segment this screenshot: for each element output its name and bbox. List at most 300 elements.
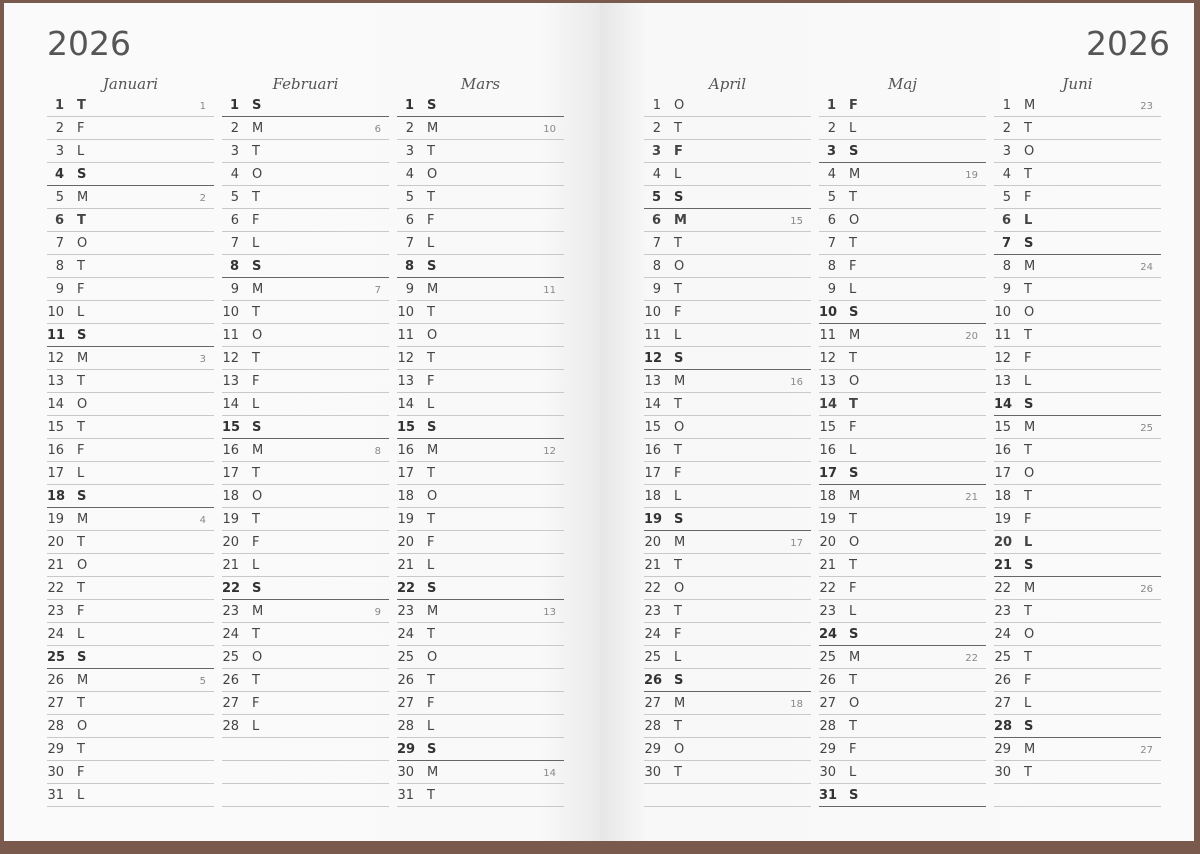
- weekday-letter: T: [674, 443, 682, 458]
- weekday-letter: S: [77, 167, 87, 182]
- day-number: 11: [819, 328, 836, 343]
- weekday-letter: O: [252, 167, 263, 182]
- day-number: 31: [819, 788, 838, 803]
- day-number: 6: [1001, 213, 1011, 228]
- day-number: 20: [47, 535, 64, 550]
- day-row: [994, 324, 1161, 347]
- day-row: [644, 669, 811, 692]
- weekday-letter: O: [427, 489, 438, 504]
- day-number: 16: [222, 443, 239, 458]
- day-number: 10: [819, 305, 838, 320]
- week-number: 26: [1140, 584, 1153, 595]
- day-row: [994, 301, 1161, 324]
- weekday-letter: F: [77, 604, 85, 619]
- day-number: 8: [404, 259, 414, 274]
- day-number: 29: [397, 742, 416, 757]
- day-number: 15: [397, 420, 416, 435]
- day-row: [644, 255, 811, 278]
- weekday-letter: T: [77, 742, 85, 757]
- day-number: 25: [819, 650, 836, 665]
- weekday-letter: O: [77, 558, 88, 573]
- week-number: 19: [965, 170, 978, 181]
- weekday-letter: S: [252, 98, 262, 113]
- day-row: [47, 508, 214, 531]
- week-number: 17: [790, 538, 803, 549]
- week-number: 27: [1140, 745, 1153, 756]
- day-number: 19: [644, 512, 663, 527]
- weekday-letter: T: [849, 190, 857, 205]
- weekday-letter: M: [252, 604, 264, 619]
- weekday-letter: T: [427, 512, 435, 527]
- day-number: 20: [819, 535, 836, 550]
- day-row: [222, 531, 389, 554]
- day-row: [47, 623, 214, 646]
- day-number: 7: [405, 236, 414, 251]
- day-row: [397, 117, 564, 140]
- day-row: [819, 416, 986, 439]
- week-number: 25: [1140, 423, 1153, 434]
- day-row: [397, 301, 564, 324]
- day-row: [397, 623, 564, 646]
- weekday-letter: F: [427, 696, 435, 711]
- weekday-letter: F: [427, 374, 435, 389]
- day-number: 9: [827, 282, 836, 297]
- day-row: [819, 393, 986, 416]
- day-number: 14: [397, 397, 414, 412]
- day-row: [47, 370, 214, 393]
- day-row: [397, 232, 564, 255]
- weekday-letter: M: [674, 213, 687, 228]
- day-number: 27: [397, 696, 414, 711]
- day-number: 22: [47, 581, 64, 596]
- day-number: 24: [644, 627, 661, 642]
- day-number: 10: [994, 305, 1011, 320]
- day-number: 1: [229, 98, 239, 113]
- day-row: [994, 738, 1161, 761]
- day-row: [819, 531, 986, 554]
- day-row: [819, 301, 986, 324]
- day-number: 2: [55, 121, 64, 136]
- weekday-letter: S: [674, 512, 684, 527]
- day-number: 3: [1002, 144, 1011, 159]
- day-row: [644, 278, 811, 301]
- day-row: [644, 324, 811, 347]
- day-number: 19: [47, 512, 64, 527]
- weekday-letter: F: [427, 213, 435, 228]
- day-row: [994, 439, 1161, 462]
- weekday-letter: T: [252, 627, 260, 642]
- day-row: [222, 669, 389, 692]
- day-number: 3: [405, 144, 414, 159]
- day-number: 26: [397, 673, 414, 688]
- day-row: [819, 324, 986, 347]
- weekday-letter: S: [77, 328, 87, 343]
- day-number: 1: [404, 98, 414, 113]
- week-number: 6: [374, 124, 381, 135]
- day-row: [644, 462, 811, 485]
- weekday-letter: O: [674, 420, 685, 435]
- day-number: 20: [397, 535, 414, 550]
- empty-day-row: [994, 784, 1161, 807]
- day-row: [994, 347, 1161, 370]
- weekday-letter: S: [849, 305, 859, 320]
- day-number: 27: [819, 696, 836, 711]
- weekday-letter: T: [674, 236, 682, 251]
- day-row: [644, 738, 811, 761]
- weekday-letter: S: [849, 466, 859, 481]
- day-row: [819, 669, 986, 692]
- day-row: [994, 485, 1161, 508]
- day-number: 11: [397, 328, 414, 343]
- weekday-letter: T: [252, 673, 260, 688]
- day-number: 19: [397, 512, 414, 527]
- day-number: 22: [819, 581, 836, 596]
- day-number: 5: [405, 190, 414, 205]
- weekday-letter: T: [674, 604, 682, 619]
- weekday-letter: T: [252, 351, 260, 366]
- day-row: [994, 232, 1161, 255]
- day-number: 14: [644, 397, 661, 412]
- weekday-letter: F: [252, 374, 260, 389]
- day-row: [222, 94, 389, 117]
- day-row: [397, 278, 564, 301]
- day-row: [819, 715, 986, 738]
- day-number: 27: [994, 696, 1011, 711]
- day-row: [819, 94, 986, 117]
- day-row: [397, 646, 564, 669]
- day-number: 27: [47, 696, 64, 711]
- weekday-letter: M: [1024, 742, 1036, 757]
- weekday-letter: L: [1024, 696, 1032, 711]
- day-row: [819, 600, 986, 623]
- day-number: 1: [54, 98, 64, 113]
- day-row: [819, 163, 986, 186]
- day-row: [994, 186, 1161, 209]
- weekday-letter: L: [674, 650, 682, 665]
- month-column-februari: [222, 74, 389, 807]
- day-row: [222, 278, 389, 301]
- weekday-letter: T: [849, 673, 857, 688]
- day-row: [397, 439, 564, 462]
- day-row: [222, 324, 389, 347]
- week-number: 1: [199, 101, 206, 112]
- weekday-letter: S: [427, 581, 437, 596]
- day-number: 2: [652, 121, 661, 136]
- day-number: 3: [55, 144, 64, 159]
- day-number: 13: [47, 374, 64, 389]
- weekday-letter: S: [77, 489, 87, 504]
- weekday-letter: T: [849, 558, 857, 573]
- weekday-letter: O: [1024, 466, 1035, 481]
- weekday-letter: T: [252, 512, 260, 527]
- day-number: 22: [222, 581, 241, 596]
- day-row: [819, 347, 986, 370]
- day-number: 25: [222, 650, 239, 665]
- weekday-letter: L: [674, 328, 682, 343]
- week-number: 18: [790, 699, 803, 710]
- weekday-letter: T: [427, 305, 435, 320]
- month-name: Januari: [102, 75, 159, 93]
- day-row: [994, 715, 1161, 738]
- weekday-letter: L: [252, 236, 260, 251]
- day-number: 7: [230, 236, 239, 251]
- day-number: 7: [1001, 236, 1011, 251]
- day-row: [397, 462, 564, 485]
- weekday-letter: L: [849, 121, 857, 136]
- weekday-letter: T: [1024, 121, 1032, 136]
- month-name: Maj: [888, 75, 917, 93]
- weekday-letter: L: [849, 443, 857, 458]
- day-row: [994, 393, 1161, 416]
- day-row: [397, 485, 564, 508]
- day-row: [397, 715, 564, 738]
- day-row: [819, 508, 986, 531]
- weekday-letter: T: [427, 673, 435, 688]
- weekday-letter: F: [674, 305, 682, 320]
- day-number: 6: [54, 213, 64, 228]
- weekday-letter: O: [1024, 144, 1035, 159]
- weekday-letter: L: [427, 719, 435, 734]
- week-number: 4: [199, 515, 206, 526]
- day-number: 29: [819, 742, 836, 757]
- weekday-letter: L: [252, 719, 260, 734]
- weekday-letter: S: [252, 259, 262, 274]
- day-row: [222, 209, 389, 232]
- weekday-letter: F: [252, 213, 260, 228]
- day-row: [47, 554, 214, 577]
- day-row: [47, 646, 214, 669]
- weekday-letter: O: [674, 742, 685, 757]
- week-number: 9: [374, 607, 381, 618]
- day-number: 18: [994, 489, 1011, 504]
- day-row: [47, 738, 214, 761]
- weekday-letter: F: [849, 742, 857, 757]
- day-row: [644, 715, 811, 738]
- day-row: [47, 278, 214, 301]
- day-number: 19: [994, 512, 1011, 527]
- day-number: 6: [405, 213, 414, 228]
- day-number: 17: [47, 466, 64, 481]
- day-number: 7: [55, 236, 64, 251]
- day-number: 4: [1002, 167, 1011, 182]
- weekday-letter: F: [674, 466, 682, 481]
- day-row: [47, 462, 214, 485]
- weekday-letter: T: [252, 305, 260, 320]
- day-number: 17: [644, 466, 661, 481]
- day-number: 5: [827, 190, 836, 205]
- week-number: 15: [790, 216, 803, 227]
- day-row: [222, 554, 389, 577]
- week-number: 12: [543, 446, 556, 457]
- day-row: [47, 232, 214, 255]
- weekday-letter: L: [252, 558, 260, 573]
- day-row: [994, 531, 1161, 554]
- day-number: 11: [47, 328, 66, 343]
- weekday-letter: L: [849, 604, 857, 619]
- weekday-letter: S: [427, 742, 437, 757]
- week-number: 3: [199, 354, 206, 365]
- day-number: 16: [994, 443, 1011, 458]
- day-number: 5: [651, 190, 661, 205]
- day-number: 1: [826, 98, 836, 113]
- week-number: 14: [543, 768, 556, 779]
- day-row: [397, 784, 564, 807]
- weekday-letter: M: [849, 650, 861, 665]
- weekday-letter: T: [849, 236, 857, 251]
- empty-day-row: [644, 784, 811, 807]
- day-number: 8: [827, 259, 836, 274]
- day-number: 24: [47, 627, 64, 642]
- weekday-letter: L: [77, 627, 85, 642]
- day-row: [222, 416, 389, 439]
- day-number: 1: [1002, 98, 1011, 113]
- day-number: 12: [819, 351, 836, 366]
- day-row: [819, 485, 986, 508]
- day-row: [644, 209, 811, 232]
- day-number: 26: [644, 673, 663, 688]
- day-row: [47, 439, 214, 462]
- day-row: [819, 186, 986, 209]
- day-number: 30: [994, 765, 1011, 780]
- weekday-letter: M: [1024, 420, 1036, 435]
- day-row: [47, 715, 214, 738]
- day-number: 2: [405, 121, 414, 136]
- day-number: 21: [994, 558, 1013, 573]
- day-row: [397, 554, 564, 577]
- day-number: 6: [230, 213, 239, 228]
- day-number: 21: [644, 558, 661, 573]
- weekday-letter: M: [1024, 259, 1036, 274]
- weekday-letter: S: [1024, 719, 1034, 734]
- day-row: [994, 117, 1161, 140]
- weekday-letter: M: [849, 167, 861, 182]
- weekday-letter: T: [1024, 443, 1032, 458]
- day-number: 21: [47, 558, 64, 573]
- weekday-letter: T: [77, 259, 85, 274]
- weekday-letter: L: [427, 236, 435, 251]
- day-number: 24: [994, 627, 1011, 642]
- day-row: [397, 508, 564, 531]
- weekday-letter: M: [77, 190, 89, 205]
- day-number: 18: [819, 489, 836, 504]
- weekday-letter: L: [1024, 374, 1032, 389]
- empty-day-row: [222, 761, 389, 784]
- day-row: [222, 715, 389, 738]
- day-row: [222, 370, 389, 393]
- day-number: 14: [47, 397, 64, 412]
- weekday-letter: T: [849, 397, 858, 412]
- day-row: [819, 462, 986, 485]
- weekday-letter: T: [674, 765, 682, 780]
- weekday-letter: O: [849, 374, 860, 389]
- weekday-letter: F: [77, 765, 85, 780]
- day-number: 6: [651, 213, 661, 228]
- day-row: [819, 577, 986, 600]
- right-year-heading: 2026: [1086, 24, 1170, 63]
- weekday-letter: O: [427, 650, 438, 665]
- day-row: [644, 186, 811, 209]
- day-row: [819, 209, 986, 232]
- day-row: [819, 761, 986, 784]
- weekday-letter: L: [674, 167, 682, 182]
- weekday-letter: M: [1024, 98, 1036, 113]
- day-number: 12: [994, 351, 1011, 366]
- day-number: 28: [222, 719, 239, 734]
- day-number: 8: [652, 259, 661, 274]
- weekday-letter: F: [1024, 512, 1032, 527]
- weekday-letter: F: [77, 443, 85, 458]
- weekday-letter: O: [849, 213, 860, 228]
- day-row: [644, 301, 811, 324]
- day-row: [994, 646, 1161, 669]
- month-name: Mars: [460, 75, 501, 93]
- weekday-letter: T: [1024, 650, 1032, 665]
- day-number: 9: [405, 282, 414, 297]
- weekday-letter: L: [77, 466, 85, 481]
- day-row: [222, 393, 389, 416]
- day-row: [222, 462, 389, 485]
- weekday-letter: M: [252, 282, 264, 297]
- day-number: 13: [397, 374, 414, 389]
- weekday-letter: T: [674, 558, 682, 573]
- day-row: [819, 623, 986, 646]
- weekday-letter: S: [1024, 558, 1034, 573]
- day-number: 26: [47, 673, 64, 688]
- day-number: 25: [994, 650, 1011, 665]
- weekday-letter: L: [77, 305, 85, 320]
- weekday-letter: M: [1024, 581, 1036, 596]
- weekday-letter: T: [427, 788, 435, 803]
- week-number: 8: [374, 446, 381, 457]
- weekday-letter: T: [427, 190, 435, 205]
- month-column-mars: [397, 74, 564, 807]
- day-number: 22: [397, 581, 416, 596]
- day-row: [47, 416, 214, 439]
- day-number: 26: [819, 673, 836, 688]
- weekday-letter: O: [674, 581, 685, 596]
- day-number: 3: [826, 144, 836, 159]
- weekday-letter: O: [849, 535, 860, 550]
- day-row: [222, 347, 389, 370]
- day-number: 11: [222, 328, 239, 343]
- day-number: 7: [652, 236, 661, 251]
- day-row: [397, 255, 564, 278]
- day-number: 28: [994, 719, 1013, 734]
- weekday-letter: O: [77, 236, 88, 251]
- weekday-letter: M: [427, 282, 439, 297]
- weekday-letter: F: [427, 535, 435, 550]
- day-row: [644, 232, 811, 255]
- day-row: [644, 646, 811, 669]
- weekday-letter: T: [1024, 489, 1032, 504]
- day-number: 17: [819, 466, 838, 481]
- day-number: 24: [819, 627, 838, 642]
- day-row: [47, 485, 214, 508]
- week-number: 10: [543, 124, 556, 135]
- weekday-letter: L: [849, 765, 857, 780]
- day-row: [994, 209, 1161, 232]
- weekday-letter: S: [427, 259, 437, 274]
- day-number: 29: [47, 742, 64, 757]
- day-row: [644, 531, 811, 554]
- weekday-letter: T: [77, 420, 85, 435]
- day-row: [644, 439, 811, 462]
- weekday-letter: T: [1024, 765, 1032, 780]
- day-number: 5: [1002, 190, 1011, 205]
- day-row: [222, 117, 389, 140]
- weekday-letter: M: [252, 121, 264, 136]
- month-column-januari: [47, 74, 214, 807]
